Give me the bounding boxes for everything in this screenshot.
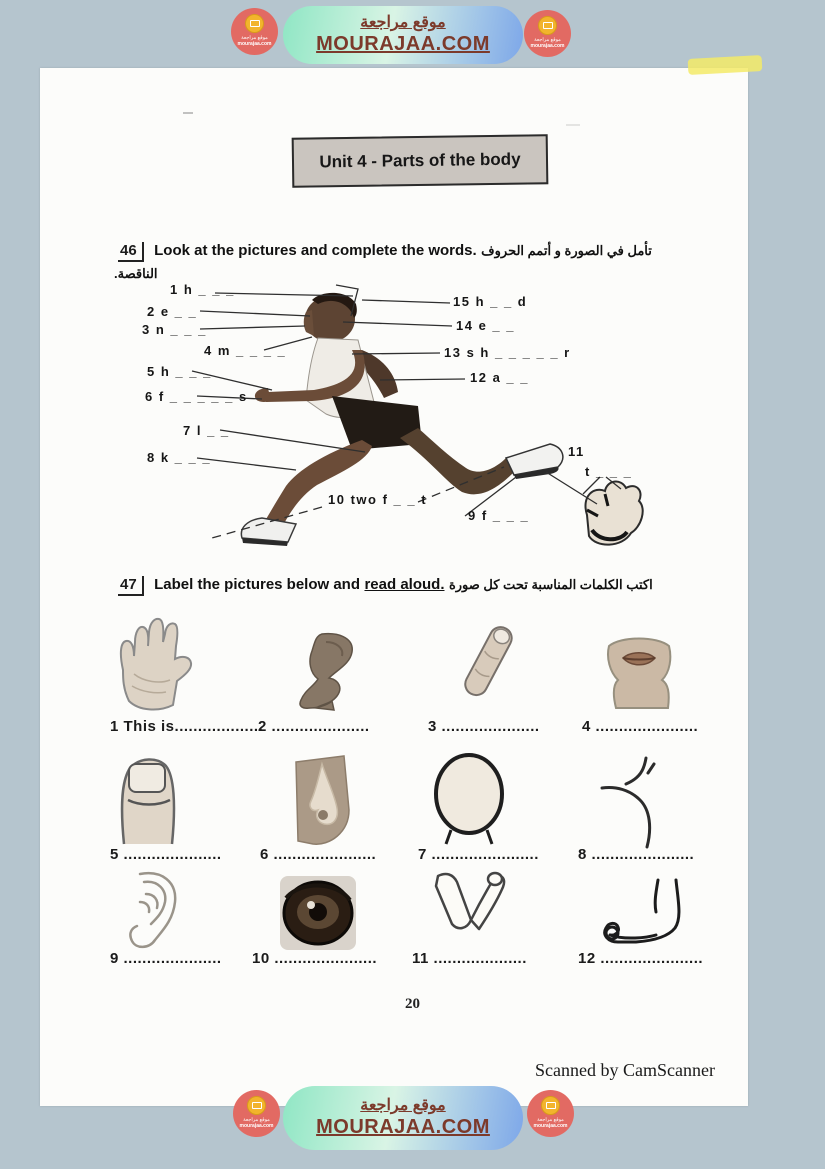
exercise47-number: 47 <box>118 576 144 596</box>
label-eye: 2 e _ _ <box>147 304 198 319</box>
unit-title: Unit 4 - Parts of the body <box>319 149 521 172</box>
label-shoulder: 13 s h _ _ _ _ _ r <box>444 345 571 360</box>
label-nose: 3 n _ _ _ <box>142 322 207 337</box>
page-number: 20 <box>405 996 420 1012</box>
label-hand: 5 h _ _ _ <box>147 364 212 379</box>
eye-image <box>280 876 356 955</box>
caption-1: 1 This is................... <box>110 718 264 735</box>
nose-image <box>288 752 354 855</box>
mouth-image <box>600 628 678 715</box>
exercise47-instruction-en: Label the pictures below and <box>154 576 361 593</box>
label-leg: 7 l _ _ <box>183 423 230 438</box>
highlighter-smear <box>688 55 763 75</box>
site-logo-bottom-left <box>233 1090 280 1137</box>
caption-11: 11 .................... <box>412 950 527 967</box>
caption-9: 9 ..................... <box>110 950 222 967</box>
label-foot: 9 f _ _ _ <box>468 508 530 523</box>
site-logo-top-right <box>524 10 571 57</box>
label-arm: 12 a _ _ <box>470 370 529 385</box>
banner-site-name-arabic: موقع مراجعة <box>360 1097 446 1115</box>
caption-3: 3 ..................... <box>428 718 540 735</box>
toes-image <box>585 482 642 545</box>
exercise46-number: 46 <box>118 242 144 262</box>
book-icon <box>245 14 264 33</box>
book-icon <box>538 16 557 35</box>
arm-image <box>426 868 506 953</box>
shoulder-image <box>592 752 670 855</box>
exercise47-header <box>118 576 728 596</box>
book-icon <box>247 1096 266 1115</box>
banner-site-domain: MOURAJAA.COM <box>316 1115 490 1138</box>
caption-5: 5 ..................... <box>110 846 222 863</box>
logo-text-arabic: موقع مراجعة <box>534 37 561 43</box>
site-banner-bottom[interactable] <box>283 1086 523 1150</box>
site-banner-top[interactable] <box>283 6 523 64</box>
logo-text-arabic: موقع مراجعة <box>537 1117 564 1123</box>
ear-image <box>110 868 190 957</box>
site-logo-bottom-right <box>527 1090 574 1137</box>
exercise46-instruction-ar: تأمل في الصورة و أتمم الحروف <box>481 243 652 258</box>
exercise46-instruction-en: Look at the pictures and complete the words. <box>154 242 477 259</box>
finger-image <box>452 618 524 711</box>
logo-text-domain: mourajaa.com <box>533 1123 568 1129</box>
hand-image <box>108 612 200 719</box>
stray-mark <box>566 124 580 126</box>
label-head: 15 h _ _ d <box>453 294 528 309</box>
banner-site-name-arabic: موقع مراجعة <box>360 14 446 32</box>
label-feet: 10 two f _ _ t <box>328 492 428 507</box>
label-toes-number: 11 <box>568 444 585 459</box>
foot-image <box>598 878 696 955</box>
label-ear: 14 e _ _ <box>456 318 515 333</box>
caption-12: 12 ...................... <box>578 950 704 967</box>
exercise47-instruction-underlined: read aloud. <box>364 576 445 593</box>
exercise46-header <box>118 242 718 262</box>
exercise47-instruction-ar: اكتب الكلمات المناسبة تحت كل صورة <box>448 577 653 592</box>
label-fingers: 6 f _ _ _ _ _ s <box>145 389 248 404</box>
label-mouth: 4 m _ _ _ _ <box>204 343 287 358</box>
logo-text-arabic: موقع مراجعة <box>243 1117 270 1123</box>
head-image <box>428 752 510 851</box>
caption-7: 7 ....................... <box>418 846 539 863</box>
logo-text-domain: mourajaa.com <box>237 41 272 47</box>
logo-text-domain: mourajaa.com <box>530 43 565 49</box>
label-hair: 1 h _ _ _ <box>170 282 235 297</box>
label-knee: 8 k _ _ _ <box>147 450 212 465</box>
runner-diagram <box>100 280 720 572</box>
caption-6: 6 ...................... <box>260 846 377 863</box>
caption-2: 2 ..................... <box>258 718 370 735</box>
unit-title-box <box>292 134 549 188</box>
toe-image <box>112 752 184 853</box>
leg-image <box>292 630 370 717</box>
book-icon <box>541 1096 560 1115</box>
caption-8: 8 ...................... <box>578 846 695 863</box>
caption-10: 10 ...................... <box>252 950 378 967</box>
exercise46-instruction-ar-cont: الناقصة. <box>114 266 158 281</box>
label-toes: t _ _ _ <box>585 464 633 479</box>
scanner-credit: Scanned by CamScanner <box>535 1060 715 1080</box>
site-logo-top-left <box>231 8 278 55</box>
caption-4: 4 ...................... <box>582 718 699 735</box>
stray-mark <box>183 112 193 114</box>
logo-text-arabic: موقع مراجعة <box>241 35 268 41</box>
banner-site-domain: MOURAJAA.COM <box>316 32 490 55</box>
logo-text-domain: mourajaa.com <box>239 1123 274 1129</box>
